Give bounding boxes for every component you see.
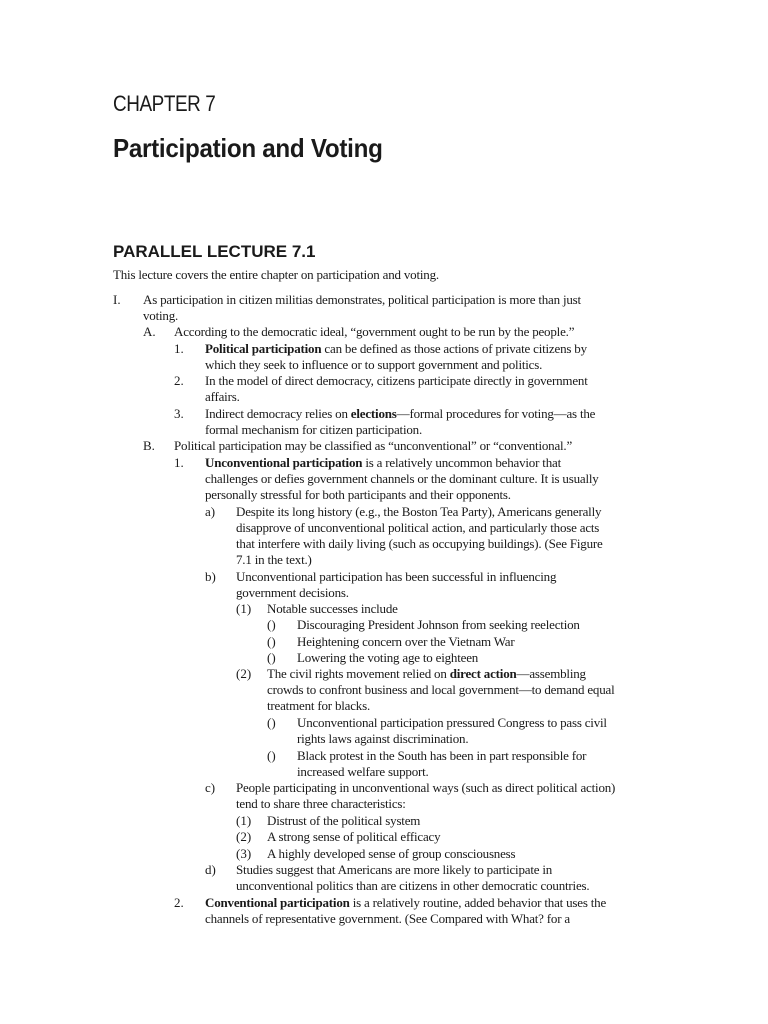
outline-text: challenges or defies government channels or the dominant culture. It is usually [205,471,599,486]
outline-marker: 2. [174,895,184,910]
bullet-text: Unconventional participation pressured Congress to pass civil [297,715,607,730]
outline-marker: c) [205,780,216,795]
outline-text: treatment for blacks. [267,698,371,713]
bullet-text: Discouraging President Johnson from seeking reelection [297,617,580,632]
bullet-marker: () [267,748,276,763]
bullet-marker: () [267,715,276,730]
outline-marker: 1. [174,341,184,356]
outline-marker: (3) [236,846,252,861]
bold-term: Conventional participation [205,895,350,910]
outline-marker: b) [205,569,216,584]
outline-text: 7.1 in the text.) [236,552,312,567]
outline-text: The civil rights movement relied on direct action—assembling [267,666,586,681]
lecture-intro: This lecture covers the entire chapter on participation and voting. [113,267,439,282]
outline-marker: (1) [236,601,252,616]
outline-text: A highly developed sense of group consciousness [267,846,516,861]
bullet-text: Lowering the voting age to eighteen [297,650,479,665]
outline-text: A strong sense of political efficacy [267,829,441,844]
outline-text: tend to share three characteristics: [236,796,406,811]
outline-marker: d) [205,862,216,877]
bullet-marker: () [267,634,276,649]
bold-term: elections [350,406,397,421]
bullet-text: Black protest in the South has been in part responsible for [297,748,587,763]
outline-text: which they seek to influence or to support government and politics. [205,357,543,372]
outline-text: Unconventional participation is a relatively uncommon behavior that [205,455,561,470]
outline-text: Despite its long history (e.g., the Boston Tea Party), Americans generally [236,504,602,519]
outline-text: disapprove of unconventional political action, and particularly those acts [236,520,600,535]
outline-text: Conventional participation is a relatively routine, added behavior that uses the [205,895,607,910]
outline-marker: (2) [236,829,252,844]
outline-text: voting. [143,308,179,323]
outline-text: Political participation may be classified as “unconventional” or “conventional.” [174,438,573,453]
outline-text: crowds to confront business and local government—to demand equal [267,682,615,697]
lecture-heading: PARALLEL LECTURE 7.1 [113,242,316,261]
outline-text: Notable successes include [267,601,398,616]
outline-text: personally stressful for both participants and their opponents. [205,487,511,502]
outline-marker: 3. [174,406,184,421]
outline-marker: 1. [174,455,184,470]
outline-text: People participating in unconventional ways (such as direct political action) [236,780,616,795]
outline-marker: 2. [174,373,184,388]
outline-marker: A. [143,324,156,339]
outline-text: As participation in citizen militias demonstrates, political participation is more than just [143,292,581,307]
outline-text: that interfere with daily living (such as occupying buildings). (See Figure [236,536,603,551]
bullet-marker: () [267,650,276,665]
outline-text: channels of representative government. (See Compared with What? for a [205,911,570,926]
outline-marker: a) [205,504,216,519]
outline-text: unconventional politics than are citizens in other democratic countries. [236,878,590,893]
outline-text: Indirect democracy relies on elections—formal procedures for voting—as the [205,406,596,421]
outline-marker: (2) [236,666,252,681]
bold-term: direct action [449,666,517,681]
outline-marker: B. [143,438,155,453]
chapter-title: Participation and Voting [113,133,383,163]
bullet-text: rights laws against discrimination. [297,731,469,746]
chapter-label: CHAPTER 7 [113,91,216,116]
outline-text: formal mechanism for citizen participation. [205,422,423,437]
outline-text: In the model of direct democracy, citizens participate directly in government [205,373,588,388]
bullet-text: Heightening concern over the Vietnam War [297,634,515,649]
outline-text: Unconventional participation has been successful in influencing [236,569,557,584]
outline-marker: (1) [236,813,252,828]
outline-text: government decisions. [236,585,349,600]
bold-term: Political participation [205,341,322,356]
bold-term: Unconventional participation [205,455,363,470]
outline-text: Studies suggest that Americans are more likely to participate in [236,862,553,877]
outline-text: Political participation can be defined as those actions of private citizens by [205,341,587,356]
outline-marker: I. [113,292,121,307]
bullet-marker: () [267,617,276,632]
outline-text: Distrust of the political system [267,813,421,828]
outline-text: affairs. [205,389,240,404]
bullet-text: increased welfare support. [297,764,429,779]
outline-text: According to the democratic ideal, “government ought to be run by the people.” [174,324,575,339]
